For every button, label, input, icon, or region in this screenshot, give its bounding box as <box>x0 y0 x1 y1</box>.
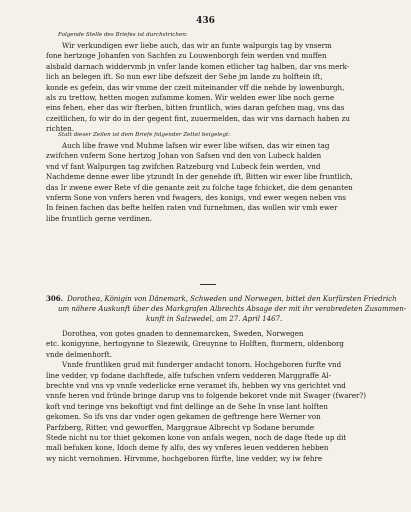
document-number: 306. <box>46 294 64 303</box>
strikethrough-note: Folgende Stelle des Briefes ist durchstrichen: <box>58 32 188 38</box>
text-line: Stede nicht nu tor thiet gekomen kone von anfals wegen, noch de dage ftede up dit <box>46 433 347 443</box>
header-line: kunft in Salzwedel, am 27. April 1467. <box>146 315 283 323</box>
text-line: als zu trettow, hetten mogen zufamme komen. Wir welden ewer libe noch gerne <box>46 93 335 103</box>
text-line: brechte vnd vns vp vnnfe vederlicke erne veramet ifs, hebben wy vns gerichtet vnd <box>46 381 346 391</box>
text-line: etc. konigynne, hertogynne to Slezewik, Greuynne to Holften, ftormern, oldenborg <box>46 339 344 349</box>
enclosure-text-block <box>46 141 353 224</box>
text-line: fone hertzoge Johanfen von Sachfen zu Louwenborgh fein werden vnd muffen <box>46 51 327 61</box>
text-line: In feinen fachen das befte helfen raten vnd furnehmen, das wollen wir vmb ewer <box>46 203 338 213</box>
text-line: libe fruntlich gerne verdinen. <box>46 213 153 223</box>
letter-excerpt-block <box>46 41 350 135</box>
text-line: Vnnfe fruntliken grud mit funderger andacht tonorn. Hochgeboren furfte vnd <box>62 360 342 370</box>
text-line: Nachdeme denne ewer libe ytzundt In der genehde ift, Bitten wir ewer libe fruntlich, <box>46 172 353 182</box>
text-line: czeitlichen, fo wir do in der gegent fint, zuuermelden, das wir vns darnach haben zu <box>46 113 350 123</box>
text-line: Wir verkundigen ewr liebe auch, das wir an funte walpurgis tag by vnserm <box>62 41 332 50</box>
text-line: eins fehen, eher das wir fterben, bitten fruntlich, wies daran gefchen mag, vns das <box>46 103 345 113</box>
text-line: alsbald darnach widdervmb jn vnfer lande komen etlicher tag halben, dar vns merk- <box>46 61 350 71</box>
text-line: vnd vf fant Walpurgen tag zwifchen Ratzeburg vnd Lubeck fein werden, vnd <box>46 161 321 171</box>
text-line: vnnfe heren vnd fründe bringe darup vns to folgende bekoret vnde mit Swager (fwarer?) <box>46 391 366 401</box>
section-divider <box>200 284 216 285</box>
header-line: um nähere Auskunft über des Markgrafen Albrechts Absage der mit ihr verabredeten Zusammen- <box>58 305 407 313</box>
letter-body-block <box>46 329 366 464</box>
enclosure-note: Statt dieser Zeilen ist dem Briefe folgender Zettel beigelegt: <box>58 132 231 138</box>
text-line: Parfzberg, Ritter, vnd geworffen, Marggraue Albrecht vp Sodane berumde <box>46 422 315 432</box>
text-line: das Ir zwene ewer Rete vf die genante zeit zu folche tage fchicket, die dem genanten <box>46 182 353 192</box>
text-line: zwifchen vnferm Sone hertzog Johan von Safsen vnd den von Lubeck halden <box>46 151 322 161</box>
text-line: richten. <box>46 124 75 134</box>
page-number: 436 <box>196 16 215 26</box>
text-line: konde es gefein, das wir vmme der czeit miteinander vff die nehde by lowenburgh, <box>46 82 345 92</box>
text-line: wy nicht vernohmen. Hirvmme, hochgeboren fürfte, line vedder, wy iw fehre <box>46 453 323 463</box>
text-line: lich an belegen ift. So nun ewr libe defszeit der Sehe jm lande zu holftein ift, <box>46 72 323 82</box>
document-header <box>46 294 406 324</box>
text-line: mall befuken kone, Idoch deme fy alfo, des wy vnferes leuen vedderen hebben <box>46 443 329 453</box>
text-line: vnde delmenhorft. <box>46 349 113 359</box>
text-line: vnferm Sone von vnfers heren vnd fwagers, des konigs, vnd ewer wegen neben vns <box>46 193 347 203</box>
header-line: Dorothea, Königin von Dänemark, Schweden und Norwegen, bittet den Kurfürsten Friedrich <box>67 295 397 303</box>
text-line: gekomen. So ifs vns dar vnder ogen gekamen de geftrenge here Werner von <box>46 412 321 422</box>
text-line: line vedder, vp fodane dachftede, alfe tufschen vnfern vedderen Marggraffe Al- <box>46 370 332 380</box>
text-line: Auch libe frawe vnd Muhme lafsen wir ewer libe wifsen, das wir einen tag <box>62 141 330 150</box>
text-line: koft vnd teringe vns bekoftigt vnd fint dellinge an de Sehe In vnse lant holften <box>46 401 328 411</box>
text-line: Dorothea, von gotes gnaden to dennemarcken, Sweden, Norwegen <box>62 329 304 338</box>
